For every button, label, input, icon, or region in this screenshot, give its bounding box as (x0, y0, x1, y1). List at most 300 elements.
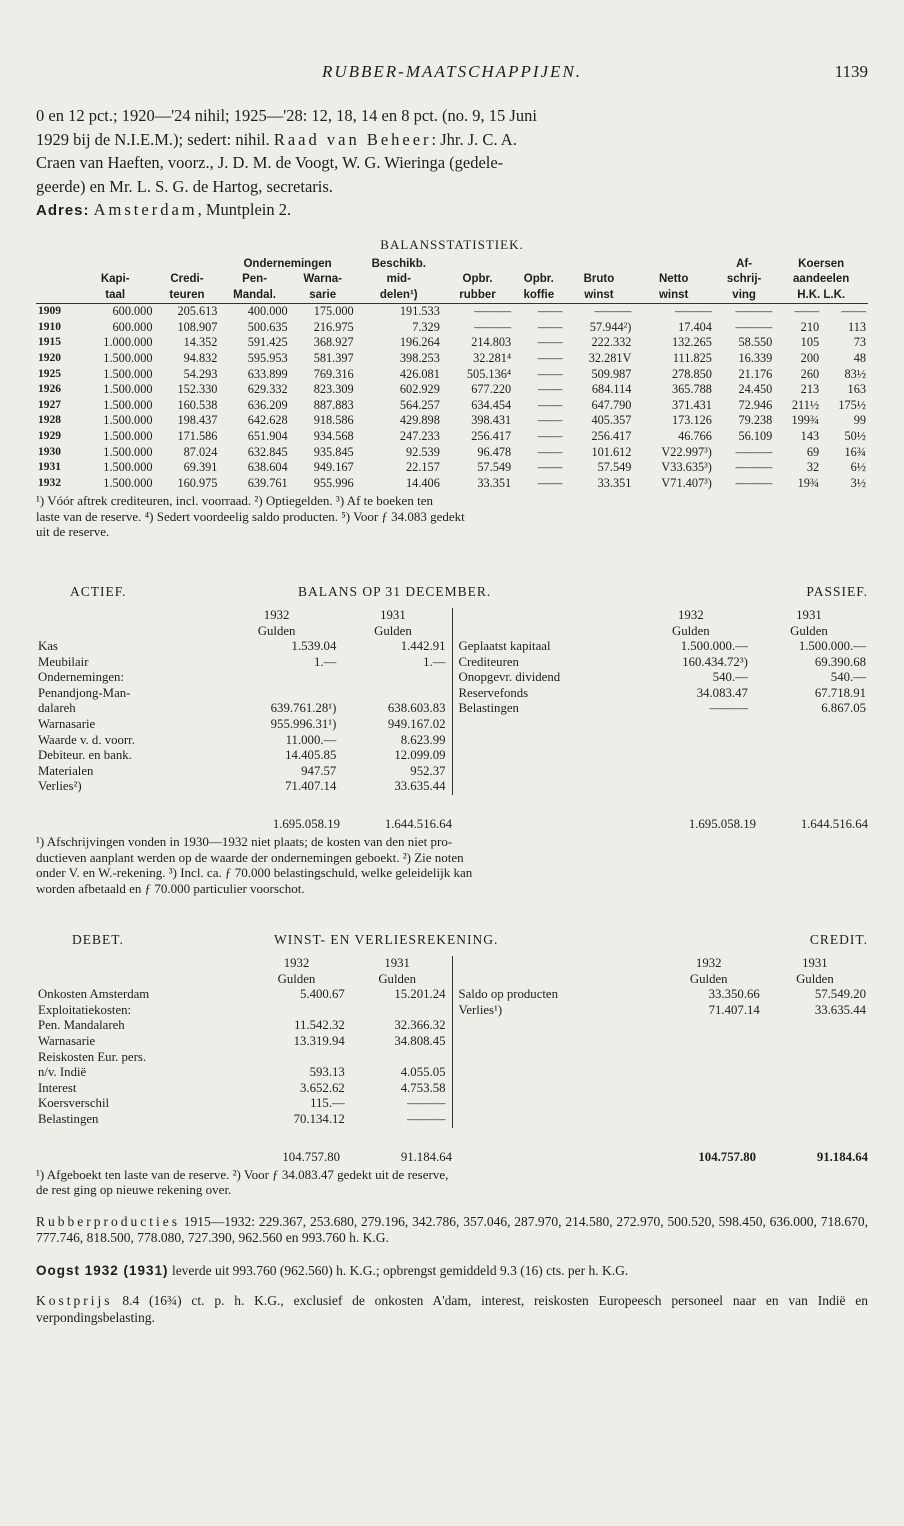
ledger-value-1931 (347, 1003, 448, 1019)
table-cell: 769.316 (313, 366, 354, 381)
table-cell: 175.000 (313, 304, 354, 319)
stats-header-cell: Beschikb. (371, 257, 426, 270)
balans-body (36, 608, 868, 795)
table-cell: 92.539 (406, 444, 440, 459)
footnote-line: de rest ging op nieuwe rekening over. (36, 1182, 232, 1198)
ledger-label: Materialen (38, 763, 94, 778)
table-cell: 278.850 (671, 366, 712, 381)
ledger-value-1932: 947.57 (301, 763, 337, 778)
table-cell: —— (537, 319, 563, 334)
table-cell: 6½ (850, 460, 866, 475)
ledger-label: Crediteuren (458, 654, 519, 669)
stats-header-cell: Warna- (303, 273, 342, 286)
stats-header-cell: delen¹) (356, 288, 442, 304)
footnote-line: ¹) Afschrijvingen vonden in 1930—1932 niet plaats; de kosten van den niet pro- (36, 834, 453, 850)
table-cell: 405.357 (591, 413, 632, 428)
ledger-row (457, 701, 869, 717)
ledger-row (36, 987, 448, 1003)
ledger-label: Onopgevr. dividend (458, 670, 561, 685)
unit-label: Gulden (689, 971, 728, 986)
ledger-value-1931: 8.623.99 (400, 732, 446, 747)
table-cell: —— (537, 397, 563, 412)
ledger-value-1931: 1.442.91 (400, 639, 446, 654)
year-cell: 1927 (38, 398, 61, 411)
ledger-row (36, 655, 448, 671)
table-cell: 33.351 (597, 475, 632, 490)
stats-header-cell: H.K. L.K. (774, 288, 868, 304)
table-row (36, 476, 868, 492)
table-cell: 600.000 (112, 319, 153, 334)
year-label: 1932 (695, 956, 722, 971)
unit-label: Gulden (671, 623, 710, 638)
table-cell: 642.628 (247, 413, 288, 428)
table-cell: 33.351 (477, 475, 512, 490)
intro-line: geerde) en Mr. L. S. G. de Hartog, secretaris. (36, 176, 333, 196)
year-cell: 1932 (38, 476, 61, 489)
table-cell: 1.500.000 (103, 382, 153, 397)
footnote-line: uit de reserve. (36, 524, 110, 540)
stats-header-row-2 (36, 272, 868, 288)
ledger-row (36, 1034, 448, 1050)
table-cell: 191.533 (399, 304, 440, 319)
table-row (36, 304, 868, 320)
table-row (36, 320, 868, 336)
unit-label: Gulden (790, 623, 828, 638)
table-cell: 24.450 (738, 382, 773, 397)
ledger-value-1932: 1.— (313, 654, 337, 669)
table-cell: 198.437 (177, 413, 218, 428)
winst-title: WINST- EN VERLIESREKENING. (274, 932, 499, 948)
table-cell: 1.500.000 (103, 366, 153, 381)
stats-header-cell: taal (76, 288, 155, 304)
table-cell: 365.788 (671, 382, 712, 397)
table-row (36, 335, 868, 351)
ledger-row (36, 1003, 448, 1019)
ledger-value-1932: 3.652.62 (300, 1080, 345, 1095)
table-cell: 639.761 (247, 475, 288, 490)
oogst-paragraph (36, 1263, 868, 1280)
stats-header-cell (36, 288, 76, 304)
ledger-label: Meubilair (38, 654, 89, 669)
ledger-value-1932: 1.539.04 (291, 639, 337, 654)
table-cell: 629.332 (247, 382, 288, 397)
table-cell: 1.500.000 (103, 429, 153, 444)
stats-header-cell: mid- (386, 273, 411, 286)
table-cell: 247.233 (399, 429, 440, 444)
table-cell: 632.845 (247, 444, 288, 459)
unit-label: Gulden (374, 623, 412, 638)
table-cell: 99 (853, 413, 866, 428)
total-value: 1.695.058.19 (272, 817, 340, 832)
ledger-value-1932 (246, 1050, 347, 1066)
ledger-label: Debiteur. en bank. (38, 748, 132, 763)
table-cell: 50½ (844, 429, 866, 444)
table-cell: 32.281⁴ (473, 351, 512, 366)
ledger-row (36, 639, 448, 655)
total-value: 1.695.058.19 (688, 817, 756, 832)
table-row (36, 429, 868, 445)
table-cell: 677.220 (471, 382, 512, 397)
ledger-value-1932: 5.400.67 (300, 987, 345, 1002)
stats-header-cell: Af- (736, 257, 753, 270)
kostprijs-text: 8.4 (16¾) ct. p. h. K.G., exclusief de onkosten A'dam, interest, reiskosten Europeesch personeel naar en van Indië en verpondingsbelasting. (36, 1293, 868, 1325)
ledger-label: Reiskosten Eur. pers. (38, 1049, 147, 1064)
table-cell: V71.407³) (661, 475, 712, 490)
ledger-row (36, 764, 448, 780)
debet-rows (36, 987, 448, 1127)
table-cell: 32 (806, 460, 820, 475)
passief-title: PASSIEF. (806, 583, 868, 599)
table-cell: 371.431 (671, 397, 712, 412)
ledger-label: Ondernemingen: (38, 670, 124, 685)
ledger-value-1932: 639.761.28¹) (270, 701, 337, 716)
year-label: 1931 (796, 607, 822, 622)
year-cell: 1930 (38, 445, 61, 458)
balans-heading (36, 584, 868, 606)
table-row (36, 413, 868, 429)
table-cell: 160.975 (177, 475, 218, 490)
table-cell: 934.568 (313, 429, 354, 444)
ledger-label: Penandjong-Man- (38, 685, 131, 700)
ledger-row (36, 1065, 448, 1081)
page (36, 56, 868, 1326)
table-cell: 46.766 (678, 429, 712, 444)
table-cell: ——— (474, 304, 512, 319)
ledger-label: Pen. Mandalareh (38, 1018, 125, 1033)
table-cell: 222.332 (591, 335, 632, 350)
table-cell: 16¾ (844, 444, 866, 459)
table-cell: 160.538 (177, 397, 218, 412)
table-cell: —— (841, 304, 866, 319)
table-cell: 638.604 (247, 460, 288, 475)
ledger-label: dalareh (38, 701, 76, 716)
intro-line (36, 128, 868, 152)
ledger-value-1932: 33.350.66 (708, 987, 760, 1002)
ledger-row (457, 987, 869, 1003)
stats-header-cell: schrij- (726, 273, 762, 286)
ledger-label: Reservefonds (458, 685, 529, 700)
ledger-value-1932: 14.405.85 (285, 748, 337, 763)
table-cell: 16.339 (738, 351, 773, 366)
kostprijs-paragraph (36, 1293, 868, 1326)
ledger-row (36, 748, 448, 764)
year-cell: 1910 (38, 320, 61, 333)
table-cell: 1.500.000 (103, 413, 153, 428)
stats-header-cell (36, 272, 76, 288)
table-cell: —— (537, 304, 563, 319)
table-cell: 32.281V (588, 351, 632, 366)
table-cell: 173.126 (671, 413, 712, 428)
table-row (36, 367, 868, 383)
rubberproducties-text: 1915—1932: 229.367, 253.680, 279.196, 342.786, 357.046, 287.970, 214.580, 272.970, 500.520, 598.450, 636.000, 718.670, 777.746, 818.500, 778.080, 727.390, 962.560 en 993.760 h. K.G. (36, 1213, 868, 1246)
table-cell: 171.586 (177, 429, 218, 444)
page-number: 1139 (834, 62, 868, 81)
running-title: RUBBER-MAATSCHAPPIJEN. (321, 62, 583, 81)
ledger-value-1931: 1.— (423, 654, 446, 669)
raad-label: Raad van Beheer (273, 129, 432, 149)
unit-label: Gulden (796, 971, 834, 986)
stats-footnotes (36, 493, 868, 540)
ledger-value-1932 (246, 1003, 347, 1019)
table-cell: 595.953 (247, 351, 288, 366)
address-line (36, 198, 868, 223)
table-cell: 210 (800, 319, 820, 334)
actief-column (36, 608, 453, 795)
table-cell: 57.549 (597, 460, 632, 475)
winst-footnotes (36, 1167, 868, 1198)
ledger-value-1931: 1.500.000.— (798, 639, 866, 654)
ledger-value-1932: 34.083.47 (696, 685, 748, 700)
table-cell: 22.157 (406, 460, 440, 475)
table-cell: ——— (594, 304, 632, 319)
table-row (36, 398, 868, 414)
stats-header-cell: Mandal. (219, 288, 289, 304)
table-cell: 213 (800, 382, 820, 397)
ledger-value-1932: 593.13 (309, 1065, 345, 1080)
table-cell: 256.417 (471, 429, 512, 444)
table-cell: —— (537, 382, 563, 397)
unit-label: Gulden (277, 971, 316, 986)
table-cell: 260 (800, 366, 820, 381)
ledger-label: Verlies²) (38, 779, 82, 794)
total-value: 104.757.80 (698, 1149, 756, 1164)
year-label: 1931 (384, 956, 410, 971)
ledger-value-1932: 71.407.14 (285, 779, 337, 794)
intro-line: 0 en 12 pct.; 1920—'24 nihil; 1925—'28: 12, 18, 14 en 8 pct. (no. 9, 15 Juni (36, 106, 537, 125)
footnote-line: ductieven aanplant werden op de waarde der ondernemingen geboekt. ²) Zie noten (36, 849, 464, 865)
table-cell: ——— (474, 319, 512, 334)
ledger-row (457, 639, 869, 655)
ledger-label: Belastingen (458, 701, 519, 716)
table-cell: 132.265 (671, 335, 712, 350)
table-cell: 21.176 (738, 366, 773, 381)
table-cell: ——— (675, 304, 712, 319)
table-cell: —— (537, 413, 563, 428)
ledger-value-1931: 67.718.91 (814, 685, 866, 700)
table-cell: 94.832 (183, 351, 218, 366)
table-cell: —— (537, 351, 563, 366)
table-cell: 949.167 (313, 460, 354, 475)
ledger-value-1931: 4.055.05 (400, 1065, 446, 1080)
ledger-label: Waarde v. d. voorr. (38, 732, 135, 747)
ledger-value-1931 (338, 670, 447, 686)
table-cell: ——— (735, 304, 773, 319)
table-cell: 1.000.000 (103, 335, 153, 350)
year-label: 1931 (802, 956, 828, 971)
ledger-row (36, 701, 448, 717)
year-cell: 1931 (38, 461, 61, 474)
ledger-value-1931: 32.366.32 (394, 1018, 446, 1033)
stats-header-cell: Opbr. (523, 273, 554, 286)
ledger-value-1931: 33.635.44 (394, 779, 446, 794)
ledger-value-1932: 540.— (712, 670, 748, 685)
ledger-row (36, 1096, 448, 1112)
footnote-line: ¹) Vóór aftrek crediteuren, incl. voorraad. ²) Optiegelden. ³) Af te boeken ten (36, 493, 433, 509)
table-cell: 591.425 (247, 335, 288, 350)
stats-header-cell: Netto (658, 273, 689, 286)
debet-title: DEBET. (72, 932, 124, 948)
table-cell: 634.454 (471, 397, 512, 412)
passief-column (453, 608, 869, 795)
ledger-label: Kas (38, 639, 58, 654)
balans-totals (36, 817, 868, 832)
table-cell: 429.898 (399, 413, 440, 428)
stats-header-cell: ving (714, 288, 774, 304)
stats-header-cell: Pen- (242, 273, 268, 286)
address-city: Amsterdam (93, 200, 198, 219)
total-value: 1.644.516.64 (384, 817, 452, 832)
ledger-value-1932: 160.434.72³) (682, 654, 748, 669)
year-cell: 1909 (38, 305, 61, 318)
table-cell: —— (537, 335, 563, 350)
table-row (36, 382, 868, 398)
ledger-value-1932: 115.— (310, 1096, 345, 1111)
table-row (36, 445, 868, 461)
table-cell: 48 (853, 351, 866, 366)
ledger-value-1932: 11.542.32 (294, 1018, 345, 1033)
table-cell: 14.352 (183, 335, 218, 350)
table-cell: 651.904 (247, 429, 288, 444)
footnote-line: ¹) Afgeboekt ten laste van de reserve. ²) Voor ƒ 34.083.47 gedekt uit de reserve, (36, 1166, 449, 1182)
year-label: 1931 (380, 607, 406, 622)
ledger-value-1932 (215, 670, 338, 686)
table-cell: 96.478 (477, 444, 512, 459)
table-cell: 211½ (791, 397, 820, 412)
table-cell: 73 (853, 335, 866, 350)
stats-header-cell: Kapi- (100, 273, 130, 286)
total-value: 1.644.516.64 (800, 817, 868, 832)
table-cell: 398.253 (399, 351, 440, 366)
total-value: 91.184.64 (400, 1149, 452, 1164)
ledger-value-1931: 6.867.05 (821, 701, 866, 716)
footnote-line: laste van de reserve. ⁴) Sedert voordeelig saldo producten. ⁵) Voor ƒ 34.083 gedekt (36, 508, 465, 524)
ledger-value-1931: 33.635.44 (814, 1002, 866, 1017)
ledger-label: Belastingen (38, 1111, 99, 1126)
ledger-value-1931: 638.603.83 (387, 701, 446, 716)
ledger-value-1931: 69.390.68 (814, 654, 866, 669)
stats-header-row-3 (36, 288, 868, 304)
table-cell: 647.790 (591, 397, 632, 412)
ledger-value-1932: 11.000.— (285, 732, 337, 747)
total-value: 91.184.64 (816, 1149, 868, 1164)
ledger-row (457, 655, 869, 671)
table-cell: 175½ (838, 397, 866, 412)
table-cell: 426.081 (399, 366, 440, 381)
stats-header-row-1 (36, 257, 868, 273)
ledger-row (457, 1003, 869, 1019)
ledger-value-1931: ——— (407, 1096, 446, 1111)
table-cell: 1.500.000 (103, 351, 153, 366)
ledger-value-1932: 71.407.14 (708, 1002, 760, 1017)
table-cell: 7.329 (412, 319, 440, 334)
table-cell: 1.500.000 (103, 460, 153, 475)
credit-column (453, 956, 869, 1128)
ledger-label: Exploitatiekosten: (38, 1002, 132, 1017)
ledger-value-1931: 4.753.58 (400, 1080, 446, 1095)
table-cell: 200 (800, 351, 820, 366)
table-cell: 216.975 (313, 319, 354, 334)
table-cell: 887.883 (313, 397, 354, 412)
table-cell: —— (537, 475, 563, 490)
ledger-value-1931: 15.201.24 (394, 987, 446, 1002)
table-cell: 256.417 (591, 429, 632, 444)
table-cell: 1.500.000 (103, 397, 153, 412)
table-cell: 500.635 (247, 319, 288, 334)
table-cell: 935.845 (313, 444, 354, 459)
actief-title: ACTIEF. (70, 583, 127, 599)
table-cell: —— (794, 304, 820, 319)
table-cell: 602.929 (399, 382, 440, 397)
table-cell: 17.404 (678, 319, 712, 334)
ledger-row (36, 1050, 448, 1066)
table-cell: 1.500.000 (103, 444, 153, 459)
actief-rows (36, 639, 448, 795)
table-cell: 633.899 (247, 366, 288, 381)
page-header (36, 56, 868, 86)
table-cell: 152.330 (177, 382, 218, 397)
table-cell: 69.391 (183, 460, 218, 475)
address-label: Adres: (36, 202, 90, 219)
year-cell: 1928 (38, 414, 61, 427)
table-cell: 72.946 (738, 397, 773, 412)
ledger-row (36, 1081, 448, 1097)
balans-title: BALANS OP 31 DECEMBER. (298, 583, 492, 599)
intro-line: Craen van Haeften, voorz., J. D. M. de Voogt, W. G. Wieringa (gedele- (36, 153, 504, 172)
stats-header-cell: teuren (154, 288, 219, 304)
table-cell: 83½ (844, 366, 866, 381)
stats-body (36, 304, 868, 492)
credit-title: CREDIT. (809, 932, 868, 948)
table-cell: 636.209 (247, 397, 288, 412)
table-cell: 113 (848, 319, 866, 334)
ledger-value-1932: ——— (709, 701, 748, 716)
kostprijs-label: Kostprijs (36, 1293, 113, 1309)
table-cell: 57.944²) (589, 319, 632, 334)
stats-header-cell: winst (633, 288, 714, 304)
ledger-value-1931: 952.37 (410, 763, 446, 778)
ledger-row (36, 733, 448, 749)
table-cell: 684.114 (591, 382, 632, 397)
ledger-label: Onkosten Amsterdam (38, 987, 150, 1002)
table-cell: 163 (847, 382, 866, 397)
ledger-value-1931: 34.808.45 (394, 1034, 446, 1048)
stats-header-cell: aandeelen (793, 273, 850, 286)
ledger-label: Geplaatst kapitaal (458, 639, 551, 654)
ledger-value-1931 (338, 686, 447, 702)
rubberproducties-label: Rubberproducties (36, 1213, 180, 1229)
ledger-value-1932: 13.319.94 (293, 1034, 345, 1048)
unit-label: Gulden (378, 971, 416, 986)
table-cell: ——— (735, 319, 773, 334)
table-row (36, 351, 868, 367)
address-rest: , Muntplein 2. (197, 200, 292, 219)
table-cell: 505.136⁴ (466, 366, 512, 381)
ledger-label: n/v. Indië (38, 1065, 87, 1080)
table-cell: ——— (735, 444, 773, 459)
stats-header-cell: sarie (290, 288, 356, 304)
ledger-label: Interest (38, 1080, 77, 1095)
balansstatistiek-title: BALANSSTATISTIEK. (380, 236, 524, 252)
winst-heading (36, 932, 868, 954)
oogst-text: leverde uit 993.760 (962.560) h. K.G.; opbrengst gemiddeld 9.3 (16) cts. per h. K.G. (168, 1262, 629, 1278)
credit-rows (457, 987, 869, 1018)
table-cell: 101.612 (591, 444, 632, 459)
ledger-row (457, 670, 869, 686)
table-cell: 918.586 (313, 413, 354, 428)
ledger-value-1931 (347, 1050, 448, 1066)
ledger-label: Warnasarie (38, 717, 96, 732)
stats-header-cell: Koersen (798, 257, 845, 270)
